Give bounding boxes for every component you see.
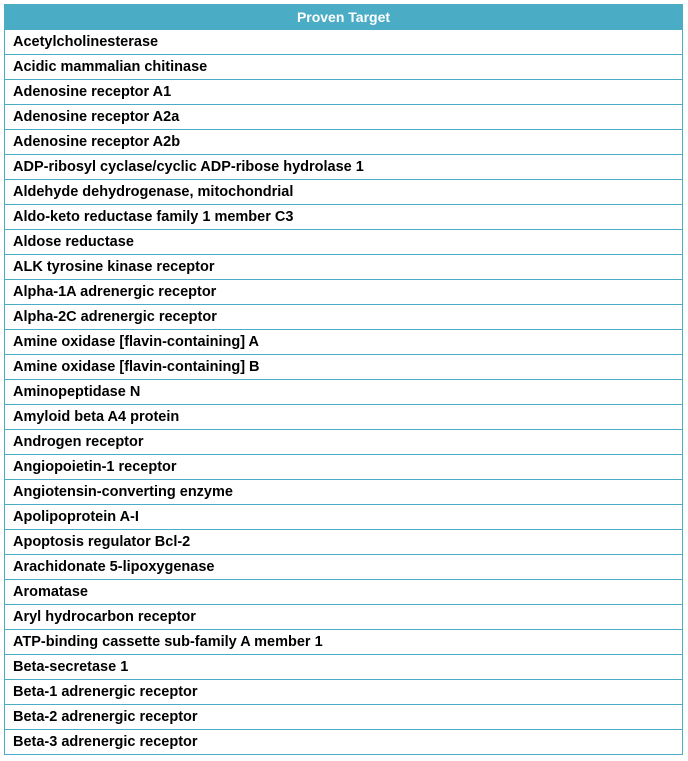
- table-header: [5, 5, 683, 30]
- target-cell: Angiotensin-converting enzyme: [5, 480, 683, 505]
- target-cell: Beta-1 adrenergic receptor: [5, 680, 683, 705]
- table-row: [5, 505, 683, 530]
- table-row: [5, 230, 683, 255]
- target-cell: Aminopeptidase N: [5, 380, 683, 405]
- target-cell: Amine oxidase [flavin-containing] B: [5, 355, 683, 380]
- table-row: [5, 630, 683, 655]
- target-cell: Aldehyde dehydrogenase, mitochondrial: [5, 180, 683, 205]
- table-row: [5, 30, 683, 55]
- table-row: [5, 130, 683, 155]
- target-cell: Angiopoietin-1 receptor: [5, 455, 683, 480]
- target-cell: Aldo-keto reductase family 1 member C3: [5, 205, 683, 230]
- target-cell: Arachidonate 5-lipoxygenase: [5, 555, 683, 580]
- target-cell: ADP-ribosyl cyclase/cyclic ADP-ribose hydrolase 1: [5, 155, 683, 180]
- table-row: [5, 430, 683, 455]
- target-cell: Adenosine receptor A2a: [5, 105, 683, 130]
- target-cell: Beta-secretase 1: [5, 655, 683, 680]
- table-row: [5, 330, 683, 355]
- table-row: [5, 480, 683, 505]
- target-cell: Adenosine receptor A2b: [5, 130, 683, 155]
- target-cell: Apoptosis regulator Bcl-2: [5, 530, 683, 555]
- proven-target-table: [4, 4, 683, 755]
- target-cell: Amyloid beta A4 protein: [5, 405, 683, 430]
- target-cell: Beta-2 adrenergic receptor: [5, 705, 683, 730]
- table-row: [5, 530, 683, 555]
- table-row: [5, 605, 683, 630]
- table-row: [5, 80, 683, 105]
- table-row: [5, 555, 683, 580]
- target-cell: Apolipoprotein A-I: [5, 505, 683, 530]
- table-row: [5, 105, 683, 130]
- table-row: [5, 655, 683, 680]
- target-cell: Beta-3 adrenergic receptor: [5, 730, 683, 755]
- target-cell: Androgen receptor: [5, 430, 683, 455]
- table-row: [5, 705, 683, 730]
- table-row: [5, 155, 683, 180]
- table-row: [5, 355, 683, 380]
- target-cell: ALK tyrosine kinase receptor: [5, 255, 683, 280]
- table-row: [5, 180, 683, 205]
- target-cell: Acidic mammalian chitinase: [5, 55, 683, 80]
- table-row: [5, 580, 683, 605]
- table-row: [5, 280, 683, 305]
- target-cell: Adenosine receptor A1: [5, 80, 683, 105]
- table-row: [5, 255, 683, 280]
- table-row: [5, 730, 683, 755]
- proven-target-table-container: [4, 4, 683, 755]
- column-header-proven-target: Proven Target: [5, 5, 683, 30]
- table-row: [5, 55, 683, 80]
- target-cell: Amine oxidase [flavin-containing] A: [5, 330, 683, 355]
- table-body: [5, 30, 683, 755]
- target-cell: ATP-binding cassette sub-family A member 1: [5, 630, 683, 655]
- table-row: [5, 455, 683, 480]
- target-cell: Aryl hydrocarbon receptor: [5, 605, 683, 630]
- header-row: [5, 5, 683, 30]
- table-row: [5, 405, 683, 430]
- table-row: [5, 380, 683, 405]
- table-row: [5, 205, 683, 230]
- target-cell: Acetylcholinesterase: [5, 30, 683, 55]
- target-cell: Alpha-2C adrenergic receptor: [5, 305, 683, 330]
- table-row: [5, 680, 683, 705]
- table-row: [5, 305, 683, 330]
- target-cell: Aromatase: [5, 580, 683, 605]
- target-cell: Alpha-1A adrenergic receptor: [5, 280, 683, 305]
- target-cell: Aldose reductase: [5, 230, 683, 255]
